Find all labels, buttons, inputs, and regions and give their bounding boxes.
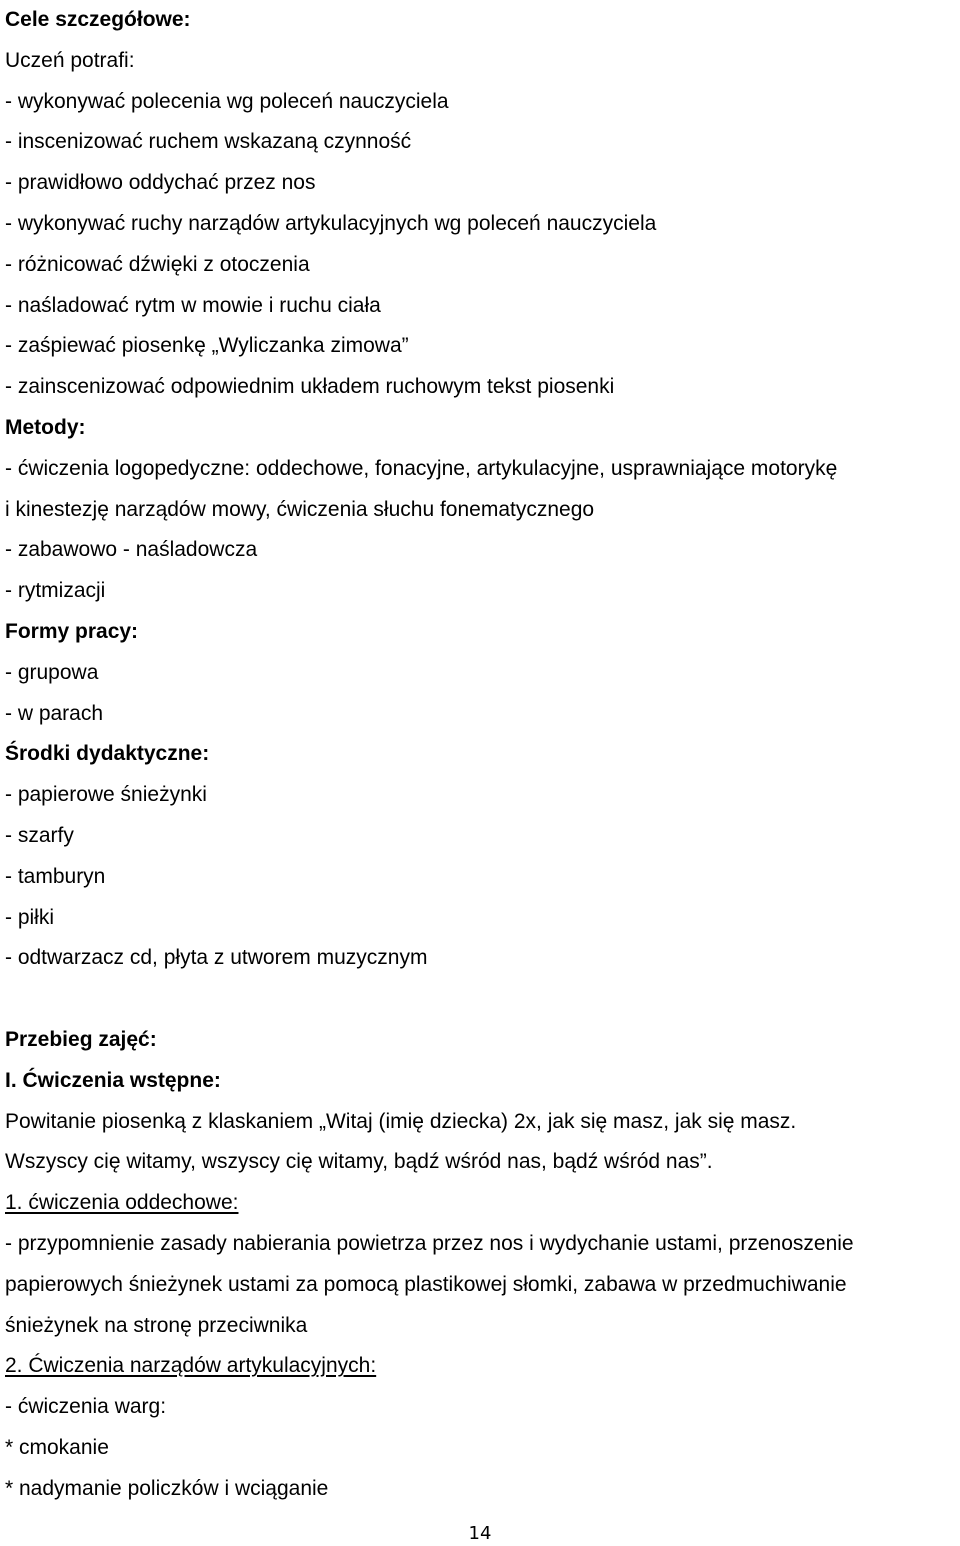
list-item: - w parach <box>5 701 104 725</box>
list-item: - piłki <box>5 905 55 929</box>
przebieg-heading: Przebieg zajęć: <box>5 1027 157 1051</box>
list-item: - papierowe śnieżynki <box>5 783 207 807</box>
list-item: - naśladować rytm w mowie i ruchu ciała <box>5 293 381 317</box>
list-item: - zabawowo - naśladowcza <box>5 538 258 562</box>
subsection-1-heading: 1. ćwiczenia oddechowe: <box>5 1191 239 1215</box>
list-item: - grupowa <box>5 660 99 684</box>
formy-heading: Formy pracy: <box>5 619 139 643</box>
spacer <box>5 979 955 1020</box>
list-item: * cmokanie <box>5 1435 109 1459</box>
paragraph-line: - przypomnienie zasady nabierania powietrza przez nos i wydychanie ustami, przenoszenie <box>5 1231 854 1255</box>
srodki-heading: Środki dydaktyczne: <box>5 742 210 766</box>
list-item: - zainscenizować odpowiednim układem ruchowym tekst piosenki <box>5 375 615 399</box>
list-item: - inscenizować ruchem wskazaną czynność <box>5 130 412 154</box>
section-1-heading: I. Ćwiczenia wstępne: <box>5 1068 221 1092</box>
metody-heading: Metody: <box>5 415 86 439</box>
list-item: * nadymanie policzków i wciąganie <box>5 1476 329 1500</box>
paragraph-line: Wszyscy cię witamy, wszyscy cię witamy, bądź wśród nas, bądź wśród nas”. <box>5 1150 713 1174</box>
paragraph-line: Powitanie piosenką z klaskaniem „Witaj (imię dziecka) 2x, jak się masz, jak się masz. <box>5 1109 797 1133</box>
paragraph-line: śnieżynek na stronę przeciwnika <box>5 1313 308 1337</box>
list-item: - szarfy <box>5 823 74 847</box>
list-item: - wykonywać ruchy narządów artykulacyjnych wg poleceń nauczyciela <box>5 211 657 235</box>
list-item: - odtwarzacz cd, płyta z utworem muzycznym <box>5 946 428 970</box>
list-item: - zaśpiewać piosenkę „Wyliczanka zimowa” <box>5 334 409 358</box>
list-item: - ćwiczenia warg: <box>5 1395 167 1419</box>
page-number: 14 <box>468 1523 492 1544</box>
cele-intro: Uczeń potrafi: <box>5 48 135 72</box>
list-item: - rytmizacji <box>5 579 106 603</box>
list-item: - różnicować dźwięki z otoczenia <box>5 252 310 276</box>
document-page <box>5 0 955 1509</box>
list-item: - tamburyn <box>5 864 106 888</box>
subsection-2-heading: 2. Ćwiczenia narządów artykulacyjnych: <box>5 1354 377 1378</box>
list-item: i kinestezję narządów mowy, ćwiczenia słuchu fonematycznego <box>5 497 595 521</box>
list-item: - wykonywać polecenia wg poleceń nauczyciela <box>5 89 449 113</box>
list-item: - ćwiczenia logopedyczne: oddechowe, fonacyjne, artykulacyjne, usprawniające motorykę <box>5 456 838 480</box>
cele-heading: Cele szczegółowe: <box>5 8 191 31</box>
list-item: - prawidłowo oddychać przez nos <box>5 171 316 195</box>
paragraph-line: papierowych śnieżynek ustami za pomocą plastikowej słomki, zabawa w przedmuchiwanie <box>5 1272 847 1296</box>
